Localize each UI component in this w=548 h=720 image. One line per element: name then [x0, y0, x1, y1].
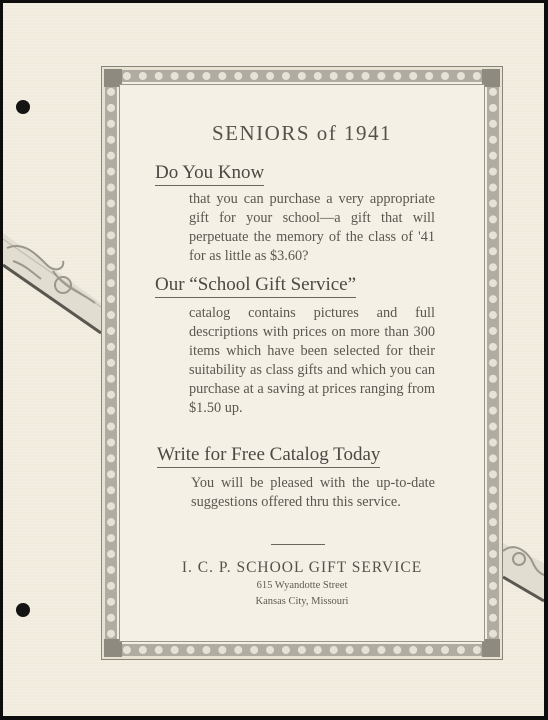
section-body-do-you-know: that you can purchase a very appropriate gift for your school—a gift that will perpetuate the memory of the class of '41 for as little as $3.60?: [189, 191, 435, 265]
address-street: 615 Wyandotte Street: [256, 580, 348, 591]
divider-rule: [271, 544, 325, 545]
company-name: I. C. P. SCHOOL GIFT SERVICE: [181, 559, 423, 576]
binder-page: [3, 3, 544, 716]
section-body-free-catalog: You will be pleased with the up-to-date suggestions offered thru this service.: [191, 475, 435, 511]
section-heading-do-you-know: Do You Know: [155, 162, 264, 186]
address-city: Kansas City, Missouri: [255, 596, 349, 607]
page-title: SENIORS of 1941: [211, 121, 392, 145]
section-heading-free-catalog: Write for Free Catalog Today: [157, 444, 380, 468]
section-body-gift-service: catalog contains pictures and full descriptions with prices on more than 300 items which have been selected for their suitability as class gifts and which you can purchase at a saving at prices ranging from $1.50 up.: [189, 305, 435, 417]
section-heading-gift-service: Our “School Gift Service”: [155, 274, 356, 298]
